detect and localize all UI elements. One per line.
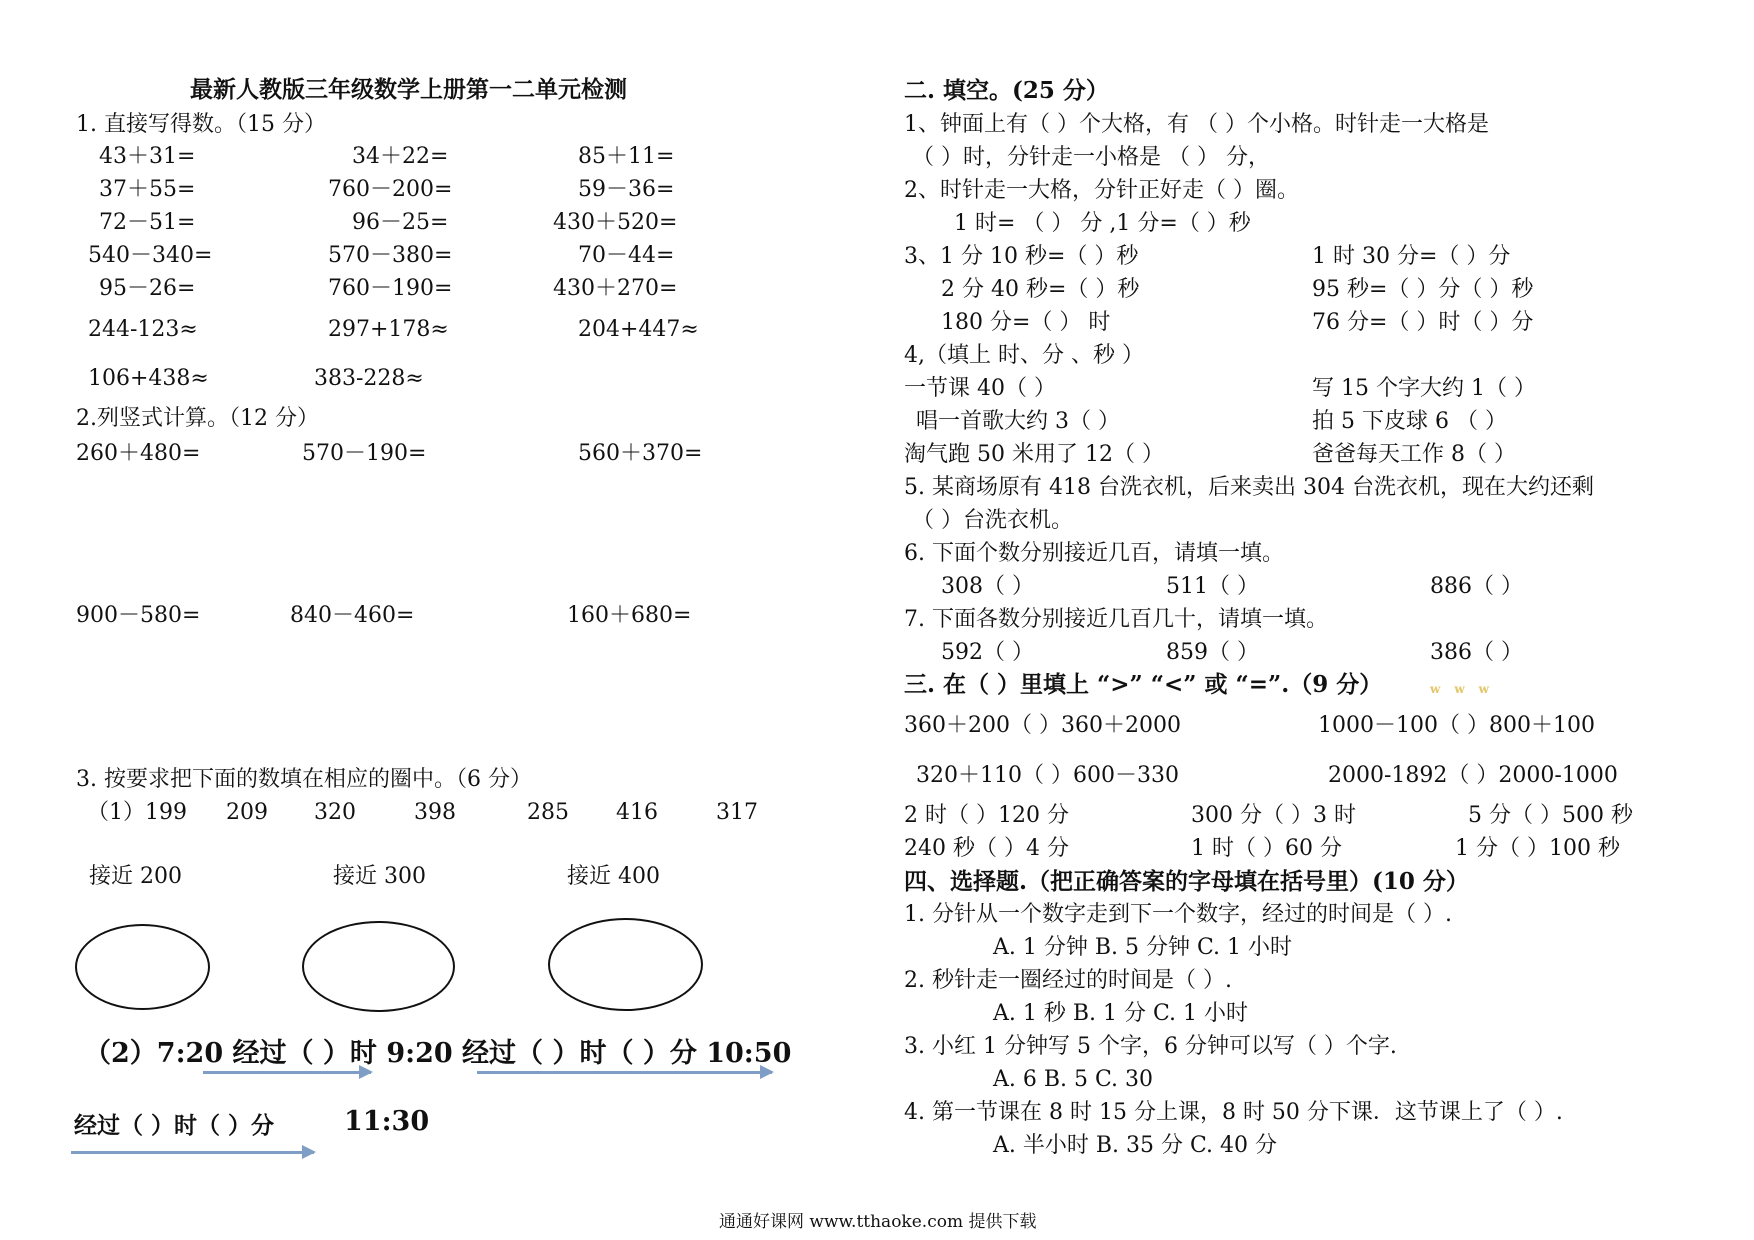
q3-number: 209: [226, 800, 268, 825]
q1-item: 430＋520=: [553, 210, 678, 235]
q3-number: 416: [616, 800, 658, 825]
sec4-options: A. 半小时 B. 35 分 C. 40 分: [993, 1133, 1278, 1158]
circle-label-400: 接近 400: [567, 864, 660, 889]
q1-item: 37＋55=: [99, 177, 196, 202]
q3-heading: 3. 按要求把下面的数填在相应的圈中。（6 分）: [76, 767, 532, 792]
sec3-item: 300 分（ ）3 时: [1191, 803, 1356, 828]
q3-part2-line2: 经过（ ）时（ ）分: [74, 1112, 275, 1139]
sec2-q4-item: 淘气跑 50 米用了 12（ ）: [904, 442, 1164, 467]
sec4-options: A. 1 秒 B. 1 分 C. 1 小时: [993, 1001, 1249, 1026]
sec2-line: （ ）时，分针走一小格是 （ ） 分，: [912, 145, 1270, 170]
sec2-q4-item: 一节课 40（ ）: [904, 376, 1056, 401]
sec4-options: A. 1 分钟 B. 5 分钟 C. 1 小时: [993, 935, 1293, 960]
q2-item: 900－580=: [76, 603, 201, 628]
sec2-line: 2、时针走一大格，分针正好走（ ）圈。: [904, 178, 1299, 203]
q1-item: 43＋31=: [99, 144, 196, 169]
sec3-item: 1 时（ ）60 分: [1191, 836, 1342, 861]
sec4-question: 2. 秒针走一圈经过的时间是（ ）.: [904, 968, 1232, 993]
q3-number: 398: [414, 800, 456, 825]
sec4-question: 1. 分针从一个数字走到下一个数字，经过的时间是（ ）.: [904, 902, 1452, 927]
q1-item: 297+178≈: [328, 317, 449, 342]
q2-item: 840－460=: [290, 603, 415, 628]
sec2-q3-item: 76 分=（ ）时（ ）分: [1312, 310, 1534, 335]
q1-item: 70－44=: [578, 243, 675, 268]
q1-item: 95－26=: [99, 276, 196, 301]
footer-credit: 通通好课网 www.tthaoke.com 提供下载: [719, 1212, 1037, 1232]
q1-heading: 1. 直接写得数。（15 分）: [76, 112, 326, 137]
sec2-heading: 二. 填空。(25 分）: [904, 77, 1109, 104]
circle-label-200: 接近 200: [89, 864, 182, 889]
sec2-q6-item: 308（ ）: [941, 574, 1034, 599]
sec2-line: 1、钟面上有（ ）个大格，有 （ ）个小格。时针走一大格是: [904, 112, 1489, 137]
sec2-line: 1 时= （ ） 分 ,1 分=（ ）秒: [954, 211, 1251, 236]
watermark: www: [1430, 682, 1503, 696]
sec3-item: 240 秒（ ）4 分: [904, 836, 1069, 861]
q1-item: 204+447≈: [578, 317, 699, 342]
sec2-q4-heading: 4,（填上 时、分 、秒 ）: [904, 343, 1144, 368]
q1-item: 96－25=: [352, 210, 449, 235]
q2-item: 560＋370=: [578, 441, 703, 466]
q3-part2-time: 11:30: [344, 1106, 430, 1137]
q1-item: 72－51=: [99, 210, 196, 235]
sec4-question: 3. 小红 1 分钟写 5 个字，6 分钟可以写（ ）个字.: [904, 1034, 1397, 1059]
q3-number: 317: [716, 800, 758, 825]
q1-item: 540－340=: [88, 243, 213, 268]
time-arrow: [71, 1151, 314, 1154]
sec3-item: 2000-1892（ ）2000-1000: [1328, 763, 1618, 788]
sec2-q3-item: 2 分 40 秒=（ ）秒: [941, 277, 1140, 302]
sec2-q7-heading: 7. 下面各数分别接近几百几十，请填一填。: [904, 607, 1328, 632]
q1-item: 430＋270=: [553, 276, 678, 301]
answer-circle-400[interactable]: [548, 918, 703, 1011]
q1-item: 570－380=: [328, 243, 453, 268]
sec3-heading: 三. 在（ ）里填上 “>” “<” 或 “=”.（9 分）: [904, 671, 1383, 698]
sec2-q6-heading: 6. 下面个数分别接近几百，请填一填。: [904, 541, 1284, 566]
sec2-q4-item: 拍 5 下皮球 6 （ ）: [1312, 409, 1507, 434]
sec3-item: 360＋200（ ）360＋2000: [904, 713, 1181, 738]
time-arrow: [477, 1071, 772, 1074]
time-arrow: [203, 1071, 371, 1074]
q1-item: 85＋11=: [578, 144, 675, 169]
q3-number: （1）199: [87, 800, 187, 825]
sec2-q4-item: 唱一首歌大约 3（ ）: [916, 409, 1120, 434]
sec2-q4-item: 写 15 个字大约 1（ ）: [1312, 376, 1536, 401]
sec2-q7-item: 592（ ）: [941, 640, 1034, 665]
sec2-q4-item: 爸爸每天工作 8（ ）: [1312, 442, 1516, 467]
sec3-item: 1 分（ ）100 秒: [1455, 836, 1620, 861]
sec4-question: 4. 第一节课在 8 时 15 分上课，8 时 50 分下课．这节课上了（ ）.: [904, 1100, 1563, 1125]
sec2-q3-item: 3、1 分 10 秒=（ ）秒: [904, 244, 1139, 269]
q1-item: 106+438≈: [88, 366, 209, 391]
sec3-item: 320＋110（ ）600－330: [916, 763, 1179, 788]
circle-label-300: 接近 300: [333, 864, 426, 889]
q2-item: 570－190=: [302, 441, 427, 466]
q2-item: 260＋480=: [76, 441, 201, 466]
q1-item: 59－36=: [578, 177, 675, 202]
sec3-item: 1000－100（ ）800＋100: [1318, 713, 1595, 738]
sec3-item: 5 分（ ）500 秒: [1468, 803, 1633, 828]
sec2-q3-item: 1 时 30 分=（ ）分: [1312, 244, 1511, 269]
q3-number: 285: [527, 800, 569, 825]
q2-item: 160＋680=: [567, 603, 692, 628]
q3-number: 320: [314, 800, 356, 825]
page-title: 最新人教版三年级数学上册第一二单元检测: [190, 76, 627, 103]
q1-item: 760－200=: [328, 177, 453, 202]
q1-item: 383-228≈: [314, 366, 424, 391]
sec2-q7-item: 859（ ）: [1166, 640, 1259, 665]
answer-circle-300[interactable]: [302, 921, 455, 1012]
sec2-q6-item: 886（ ）: [1430, 574, 1523, 599]
q1-item: 760－190=: [328, 276, 453, 301]
sec4-options: A. 6 B. 5 C. 30: [993, 1067, 1154, 1092]
sec2-q3-item: 180 分=（ ） 时: [941, 310, 1111, 335]
sec2-q6-item: 511（ ）: [1166, 574, 1259, 599]
answer-circle-200[interactable]: [75, 924, 210, 1010]
sec2-q5: （ ）台洗衣机。: [912, 508, 1073, 533]
q1-item: 244-123≈: [88, 317, 198, 342]
sec2-q5: 5. 某商场原有 418 台洗衣机，后来卖出 304 台洗衣机，现在大约还剩: [904, 475, 1594, 500]
sec3-item: 2 时（ ）120 分: [904, 803, 1069, 828]
sec2-q3-item: 95 秒=（ ）分（ ）秒: [1312, 277, 1534, 302]
sec4-heading: 四、选择题.（把正确答案的字母填在括号里）(10 分）: [904, 868, 1469, 895]
sec2-q7-item: 386（ ）: [1430, 640, 1523, 665]
q3-part2-line1: （2）7:20 经过（ ）时 9:20 经过（ ）时（ ）分 10:50: [84, 1038, 792, 1069]
q1-item: 34＋22=: [352, 144, 449, 169]
q2-heading: 2.列竖式计算。（12 分）: [76, 406, 319, 431]
